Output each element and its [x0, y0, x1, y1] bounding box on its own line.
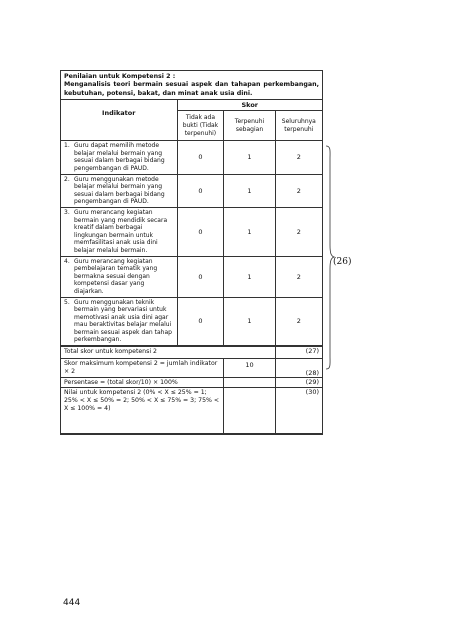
score-cell: 0 [177, 174, 224, 207]
max-score-label: Skor maksimum kompetensi 2 = jumlah indikator × 2 [61, 359, 224, 378]
score-cell: 0 [177, 207, 224, 256]
score-partial-header: Terpenuhi sebagian [224, 111, 275, 141]
indicator-number: 4. [64, 257, 70, 265]
score-cell: 2 [275, 141, 322, 174]
table-row [61, 141, 322, 174]
max-score-value: 10 [224, 359, 275, 378]
indicator-text: Guru menggunakan teknik bermain yang bervariasi untuk memotivasi anak usia dini agar mau beraktivitas belajar melalui bermain sesuai aspek dan tahap perkembangan. [74, 298, 172, 344]
score-cell: 0 [177, 297, 224, 346]
score-cell: 2 [275, 207, 322, 256]
indicator-number: 1. [64, 142, 70, 150]
score-cell: 0 [177, 141, 224, 174]
heading-description: Menganalisis teori bermain sesuai aspek dan tahapan perkembangan, kebutuhan, potensi, bakat, dan minat anak usia dini. [64, 81, 319, 97]
score-none-header: Tidak ada bukti (Tidak terpenuhi) [177, 111, 224, 141]
assessment-form [60, 70, 323, 435]
score-cell: 1 [224, 297, 275, 346]
heading-title: Penilaian untuk Kompetensi 2 : [64, 73, 176, 80]
indicator-number: 5. [64, 298, 70, 306]
score-cell: 2 [275, 174, 322, 207]
percentage-label: Persentase = (total skor/10) × 100% [61, 377, 224, 388]
grade-ref: (30) [275, 388, 322, 434]
brace-reference-label: (26) [333, 257, 352, 267]
score-full-header: Seluruhnya terpenuhi [275, 111, 322, 141]
percentage-ref: (29) [275, 377, 322, 388]
indicator-header: Indikator [61, 100, 177, 141]
indicator-number: 2. [64, 175, 70, 183]
indicator-text: Guru menggunakan metode belajar melalui bermain yang sesuai dalam berbagai bidang pengembangan di PAUD. [74, 175, 165, 206]
score-cell: 0 [177, 256, 224, 297]
total-score-label: Total skor untuk kompetensi 2 [61, 347, 275, 359]
total-score-ref: (27) [275, 347, 322, 359]
competency-heading [61, 71, 322, 99]
grade-label: Nilai untuk kompetensi 2 (0% < X ≤ 25% = 1; 25% < X ≤ 50% = 2; 50% < X ≤ 75% = 3; 75% < X ≤ 100% = 4) [61, 388, 224, 434]
max-score-ref: (28) [275, 359, 322, 378]
score-cell: 1 [224, 141, 275, 174]
score-header: Skor [177, 100, 322, 111]
table-row [61, 207, 322, 256]
score-cell: 2 [275, 297, 322, 346]
indicator-text: Guru merancang kegiatan bermain yang mendidik secara kreatif dalam berbagai lingkungan bermain untuk memfasilitasi anak usia dini belajar melalui bermain. [74, 208, 168, 254]
score-cell: 1 [224, 207, 275, 256]
indicator-table [61, 99, 322, 346]
score-cell: 1 [224, 256, 275, 297]
table-row [61, 297, 322, 346]
score-cell: 1 [224, 174, 275, 207]
indicator-text: Guru dapat memilih metode belajar melalui bermain yang sesuai dalam berbagai bidang pengembangan di PAUD. [74, 142, 165, 172]
table-row [61, 174, 322, 207]
indicator-text: Guru merancang kegiatan pembelajaran tematik yang bermakna sesuai dengan kompetensi dasar yang diajarkan. [74, 257, 158, 295]
page-number: 444 [63, 598, 81, 608]
indicator-number: 3. [64, 208, 70, 216]
table-row [61, 256, 322, 297]
score-cell: 2 [275, 256, 322, 297]
summary-table [61, 346, 322, 434]
